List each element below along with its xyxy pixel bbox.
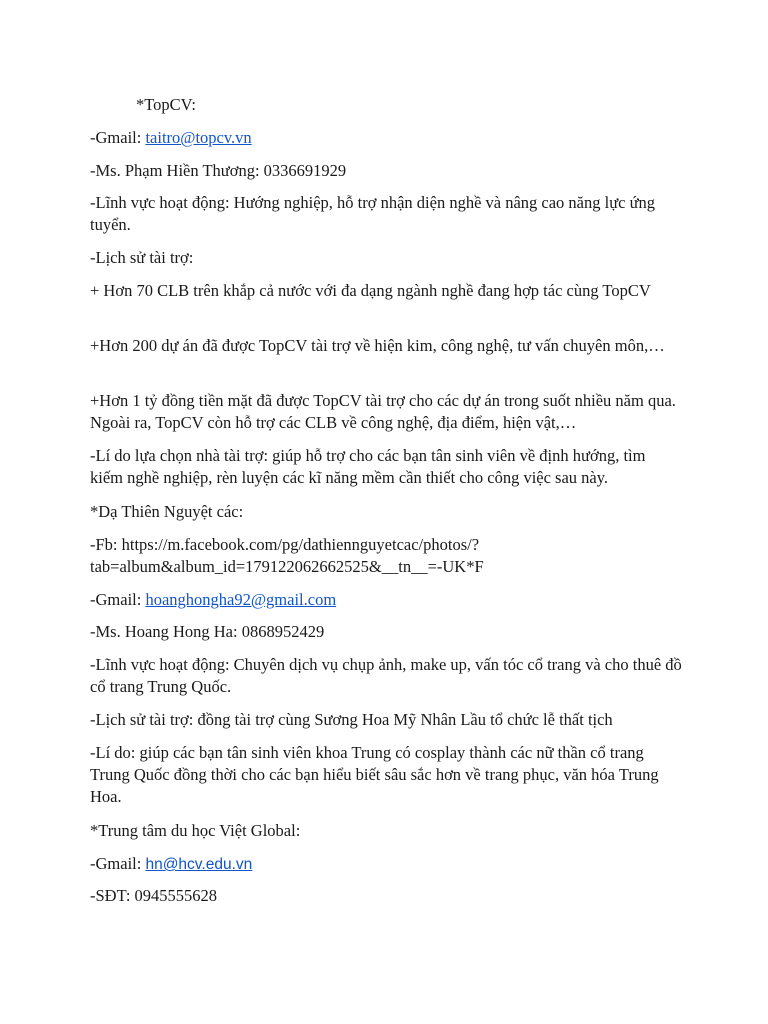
topcv-history-item-1: + Hơn 70 CLB trên khắp cả nước với đa dạng ngành nghề đang hợp tác cùng TopCV <box>90 281 651 300</box>
dtnc-facebook: -Fb: https://m.facebook.com/pg/dathiennguyetcac/photos/?tab=album&album_id=179122062662525&__tn__=-UK*F <box>90 535 484 576</box>
topcv-contact: -Ms. Phạm Hiền Thương: 0336691929 <box>90 161 347 180</box>
dtnc-history: -Lịch sử tài trợ: đồng tài trợ cùng Sương Hoa Mỹ Nhân Lầu tổ chức lễ thất tịch <box>90 710 613 729</box>
topcv-gmail-link[interactable]: taitro@topcv.vn <box>145 128 252 147</box>
dtnc-gmail-link[interactable]: hoanghongha92@gmail.com <box>145 590 337 609</box>
dtnc-gmail-prefix: -Gmail: <box>90 590 146 609</box>
topcv-reason: -Lí do lựa chọn nhà tài trợ: giúp hỗ trợ cho các bạn tân sinh viên về định hướng, tìm kiếm nghề nghiệp, rèn luyện các kĩ năng mềm cần thiết cho công việc sau này. <box>90 446 646 487</box>
topcv-gmail-prefix: -Gmail: <box>90 128 146 147</box>
topcv-history-item-3: +Hơn 1 tỷ đồng tiền mặt đã được TopCV tài trợ cho các dự án trong suốt nhiều năm qua. Ngoài ra, TopCV còn hỗ trợ các CLB về công nghệ, địa điểm, hiện vật,… <box>90 391 676 432</box>
topcv-history-item-2: +Hơn 200 dự án đã được TopCV tài trợ về hiện kim, công nghệ, tư vấn chuyên môn,… <box>90 336 665 355</box>
dtnc-field: -Lĩnh vực hoạt động: Chuyên dịch vụ chụp ảnh, make up, vấn tóc cổ trang và cho thuê đồ cổ trang Trung Quốc. <box>90 655 682 696</box>
vg-heading: *Trung tâm du học Việt Global: <box>90 821 301 840</box>
dtnc-heading: *Dạ Thiên Nguyệt các: <box>90 502 244 521</box>
topcv-gmail-line <box>90 127 682 149</box>
vg-phone: -SĐT: 0945555628 <box>90 886 218 905</box>
topcv-history-heading: -Lịch sử tài trợ: <box>90 248 194 267</box>
vg-gmail-line <box>90 853 682 876</box>
topcv-field: -Lĩnh vực hoạt động: Hướng nghiệp, hỗ trợ nhận diện nghề và nâng cao năng lực ứng tuyển. <box>90 193 656 234</box>
dtnc-reason: -Lí do: giúp các bạn tân sinh viên khoa Trung có cosplay thành các nữ thần cổ trang Trung Quốc đồng thời cho các bạn hiểu biết sâu sắc hơn về trang phục, văn hóa Trung Hoa. <box>90 743 659 806</box>
topcv-heading: *TopCV: <box>136 95 196 114</box>
vg-gmail-link[interactable]: hn@hcv.edu.vn <box>145 856 253 873</box>
dtnc-contact: -Ms. Hoang Hong Ha: 0868952429 <box>90 622 325 641</box>
vg-gmail-prefix: -Gmail: <box>90 854 146 873</box>
dtnc-gmail-line <box>90 589 682 611</box>
